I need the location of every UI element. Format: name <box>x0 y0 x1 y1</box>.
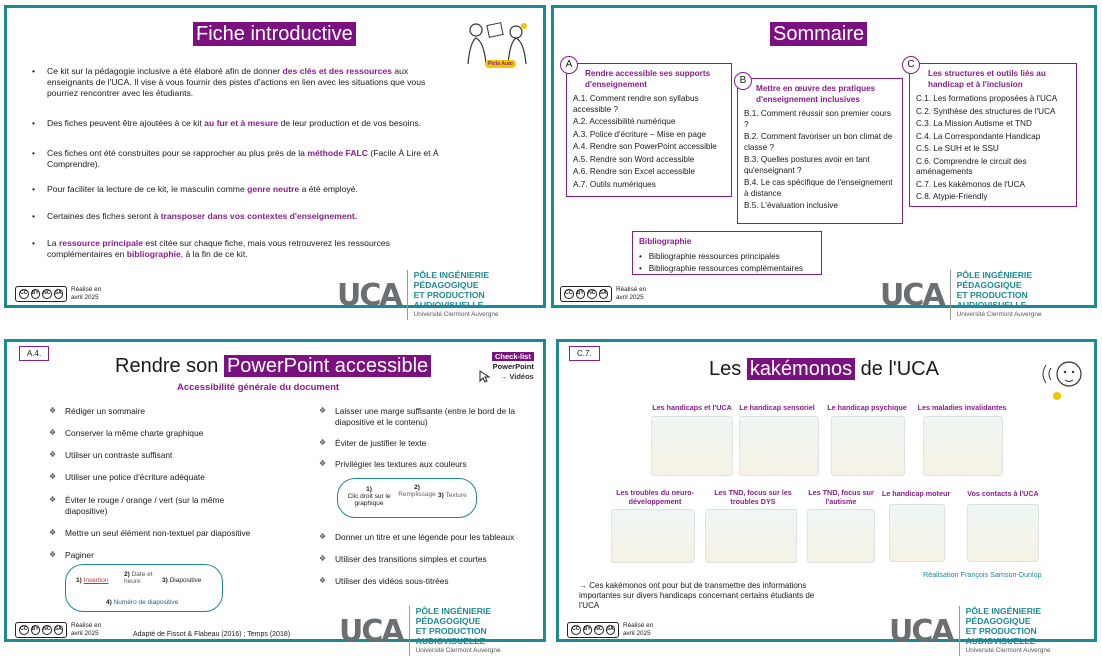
illustration-credit: Réalisation François Samson-Dunlop <box>923 570 1042 579</box>
list-item[interactable]: A.5. Rendre son Word accessible <box>573 154 695 164</box>
kakemono-caption: Les TND, focus sur l'autisme <box>808 488 874 506</box>
date-note: Réalisé en avril 2025 <box>71 286 102 301</box>
section-letter-b: B <box>734 72 752 90</box>
checklist-item: ❖ Privilégier les textures aux couleurs <box>319 459 529 470</box>
uca-logo: UCA PÔLE INGÉNIERIE PÉDAGOGIQUE ET PRODUCTION AUDIOVISUELLE Université Clermont Auvergne <box>339 606 543 656</box>
section-letter-a: A <box>560 56 578 74</box>
kakemono-caption: Les troubles du neuro-développement <box>616 488 694 506</box>
list-item: • Certaines des fiches seront à transposer dans vos contextes d'enseignement. <box>29 211 449 222</box>
checklist-item: ❖ Utiliser des vidéos sous-titrées <box>319 576 529 587</box>
checklist-item: ❖ Mettre un seul élément non-textuel par diapositive <box>49 528 259 539</box>
uca-logo: UCA PÔLE INGÉNIERIE PÉDAGOGIQUE ET PRODUCTION AUDIOVISUELLE Université Clermont Auvergne <box>337 270 543 320</box>
checklist-item: ❖ Laisser une marge suffisante (entre le bord de la diapositive et le contenu) <box>319 406 529 427</box>
picto-logo: Picto Auto <box>485 60 516 68</box>
cc-license-icon: CC BY NC SA <box>560 286 612 302</box>
face-listening-icon <box>1037 354 1087 402</box>
slide-kakemonos <box>556 339 1097 654</box>
cc-license-icon: CC BY NC SA <box>15 622 67 638</box>
list-item[interactable]: A.7. Outils numériques <box>573 179 656 189</box>
checklist-item: ❖ Rédiger un sommaire <box>49 406 259 417</box>
cc-license-icon: CC BY NC SA <box>15 286 67 302</box>
list-item[interactable]: C.8. Atypie-Friendly <box>916 192 988 201</box>
list-item[interactable]: B.5. L'évaluation inclusive <box>744 201 838 210</box>
checklist-item: ❖ Conserver la même charte graphique <box>49 428 259 439</box>
list-item[interactable]: A.1. Comment rendre son syllabus accessible ? <box>573 94 699 114</box>
section-a: Rendre accessible ses supports d'enseignement A.1. Comment rendre son syllabus accessible ? A.2. Accessibilité numérique A.3. Police d'écriture – Mise en page A.4. Rendre son PowerPoint accessible A.5. Rendre son Word accessible A.6. Rendre son Excel accessible A.7. Outils numériques <box>566 63 732 197</box>
slide-title: Sommaire <box>770 22 867 46</box>
uca-logo: UCA PÔLE INGÉNIERIE PÉDAGOGIQUE ET PRODUCTION AUDIOVISUELLE Université Clermont Auvergne <box>880 270 1094 320</box>
list-item[interactable]: B.4. Le cas spécifique de l'enseignement à distance <box>744 178 893 198</box>
section-c: Les structures et outils liés au handicap et à l'inclusion C.1. Les formations proposées à l'UCA C.2. Synthèse des structures de l'UCA C.3. La Mission Autisme et TND C.4. La Correspondante Handicap C.5. Le SUH et le SSU C.6. Comprendre le circuit des aménagements C.7. Les kakémonos de l'UCA C.8. Atypie-Friendly <box>909 63 1077 207</box>
slide-sommaire <box>551 5 1097 318</box>
slide-tag: A.4. <box>19 346 49 361</box>
source-citation: Adapté de Fissot & Flabeau (2016) ; Temps (2018) <box>133 631 291 638</box>
checklist-item: ❖ Utiliser des transitions simples et courtes <box>319 554 529 565</box>
section-letter-c: C <box>902 56 920 74</box>
list-item[interactable]: B.2. Comment favoriser un bon climat de classe ? <box>744 132 893 152</box>
kakemono-illustration <box>739 416 819 476</box>
kakemono-caption: Le handicap psychique <box>827 403 907 412</box>
kakemono-caption: Le handicap moteur <box>881 489 951 498</box>
kakemono-caption: Les handicaps et l'UCA <box>652 403 732 412</box>
bibliography-box: Bibliographie • Bibliographie ressources principales • Bibliographie ressources complémentaires <box>632 231 822 275</box>
list-item[interactable]: C.1. Les formations proposées à l'UCA <box>916 94 1058 103</box>
list-item[interactable]: B.1. Comment réussir son premier cours ? <box>744 109 891 129</box>
list-item[interactable]: B.3. Quelles postures avoir en tant qu'enseignant ? <box>744 155 870 175</box>
kakemono-illustration <box>831 416 905 476</box>
date-note: Réalisé en avril 2025 <box>623 622 654 637</box>
uca-logo: UCA PÔLE INGÉNIERIE PÉDAGOGIQUE ET PRODUCTION AUDIOVISUELLE Université Clermont Auvergne <box>889 606 1094 656</box>
checklist-item: ❖ Éviter le rouge / orange / vert (sur la même diapositive) <box>49 495 259 516</box>
list-item: • Pour faciliter la lecture de ce kit, le masculin comme genre neutre a été employé. <box>29 184 449 195</box>
slide-fiche-introductive <box>4 5 546 318</box>
kakemono-caption: Vos contacts à l'UCA <box>967 489 1039 498</box>
date-note: Réalisé en avril 2025 <box>616 286 647 301</box>
checklist-item: ❖ Éviter de justifier le texte <box>319 438 529 449</box>
date-note: Réalisé en avril 2025 <box>71 622 102 637</box>
kakemono-caption: Les TND, focus sur les troubles DYS <box>714 488 792 506</box>
slide-tag: C.7. <box>569 346 600 361</box>
list-item[interactable]: C.5. Le SUH et le SSU <box>916 144 999 153</box>
kakemono-illustration <box>923 416 1003 476</box>
checklist-item: ❖ Utiliser un contraste suffisant <box>49 450 259 461</box>
list-item: • Ce kit sur la pédagogie inclusive a été élaboré afin de donner des clés et des ressources aux enseignants de l'UCA. Il vise à vous fournir des pistes d'actions en lien avec les situations que vous pourriez rencontrer avec les étudiants. <box>29 66 449 99</box>
cursor-click-icon <box>477 368 493 384</box>
kakemono-illustration <box>807 509 875 563</box>
kakemono-illustration <box>967 504 1039 562</box>
cc-license-icon: CC BY NC SA <box>567 622 619 638</box>
checklist-item: ❖ Utiliser une police d'écriture adéquate <box>49 472 259 483</box>
kakemono-illustration <box>705 509 797 563</box>
list-item[interactable]: A.6. Rendre son Excel accessible <box>573 167 695 176</box>
list-item: • Des fiches peuvent être ajoutées à ce kit au fur et à mesure de leur production et de vos besoins. <box>29 118 449 129</box>
texture-steps-diagram: 1) Clic droit sur le graphique 2) Remplissage 3) Texture <box>337 478 477 518</box>
slide-title: Fiche introductive <box>193 22 356 46</box>
list-item[interactable]: C.3. La Mission Autisme et TND <box>916 119 1032 128</box>
list-item[interactable]: C.7. Les kakémonos de l'UCA <box>916 179 1025 189</box>
list-item: • La ressource principale est citée sur chaque fiche, mais vous retrouverez les ressources complémentaires en bibliographie, à la fin de ce kit. <box>29 238 449 260</box>
list-item[interactable]: C.2. Synthèse des structures de l'UCA <box>916 106 1056 116</box>
slide-powerpoint-accessible <box>4 339 546 654</box>
people-illustration-icon <box>462 18 532 66</box>
section-b: Mettre en œuvre des pratiques d'enseignement inclusives B.1. Comment réussir son premier cours ? B.2. Comment favoriser un bon climat de classe ? B.3. Quelles postures avoir en tant qu'enseignant ? B.4. Le cas spécifique de l'enseignement à distance B.5. L'évaluation inclusive <box>737 78 903 224</box>
slide-title: Rendre son PowerPoint accessible <box>115 354 431 378</box>
list-item[interactable]: • Bibliographie ressources principales <box>639 251 780 261</box>
list-item[interactable]: A.2. Accessibilité numérique <box>573 117 676 126</box>
checklist-item: ❖ Donner un titre et une légende pour les tableaux <box>319 532 529 543</box>
list-item[interactable]: • Bibliographie ressources complémentaires <box>639 264 803 273</box>
kakemono-illustration <box>611 509 695 563</box>
slide-subtitle: Accessibilité générale du document <box>177 382 340 393</box>
list-item: • Ces fiches ont été construites pour se rapprocher au plus près de la méthode FALC (Facile À Lire et À Comprendre). <box>29 148 449 170</box>
list-item[interactable]: A.3. Police d'écriture – Mise en page <box>573 129 707 139</box>
slide-title: Les kakémonos de l'UCA <box>709 358 939 380</box>
kakemono-illustration <box>889 504 945 562</box>
kakemono-illustration <box>651 416 733 476</box>
checklist-item: ❖ Paginer <box>49 550 259 561</box>
list-item[interactable]: A.4. Rendre son PowerPoint accessible <box>573 142 717 151</box>
pagination-steps-diagram: 1) Insertion 2) Date et heure 3) Diapositive 4) Numéro de diapositive <box>65 564 223 612</box>
kakemono-caption: Le handicap sensoriel <box>739 403 815 412</box>
list-item[interactable]: C.6. Comprendre le circuit des aménagements <box>916 156 1027 176</box>
kakemono-note: → Ces kakémonos ont pour but de transmettre des informations importantes sur divers handicaps concernant certains étudiants de l'UCA <box>579 581 815 610</box>
kakemono-caption: Les maladies invalidantes <box>917 403 1007 412</box>
list-item[interactable]: C.4. La Correspondante Handicap <box>916 131 1041 141</box>
checklist-label: Check-list PowerPoint → Vidéos <box>492 352 534 381</box>
